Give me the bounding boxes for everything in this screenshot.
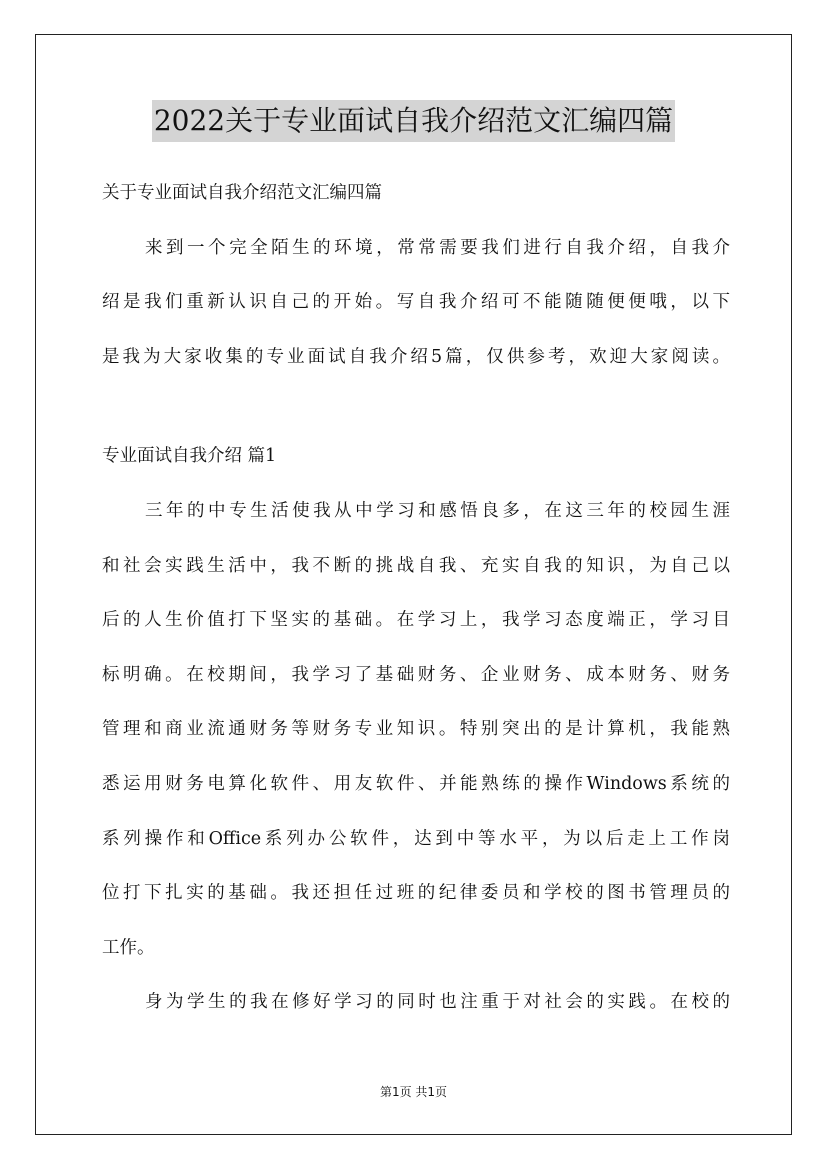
paragraph-line: 标明确。在校期间，我学习了基础财务、企业财务、成本财务、财务 <box>102 664 730 685</box>
section-gap <box>102 392 730 437</box>
intro-line: 是我为大家收集的专业面试自我介绍5篇，仅供参考，欢迎大家阅读。 <box>102 346 730 367</box>
paragraph-line: 管理和商业流通财务等财务专业知识。特别突出的是计算机，我能熟 <box>102 719 730 740</box>
paragraph-line: 工作。 <box>102 937 155 958</box>
paragraph-line: 身为学生的我在修好学习的同时也注重于对社会的实践。在校的 <box>145 992 730 1013</box>
title-container <box>0 100 827 142</box>
document-title: 2022关于专业面试自我介绍范文汇编四篇 <box>152 100 675 142</box>
intro-line: 来到一个完全陌生的环境，常常需要我们进行自我介绍，自我介 <box>145 237 730 258</box>
document-body <box>102 174 730 1038</box>
paragraph-line: 位打下扎实的基础。我还担任过班的纪律委员和学校的图书管理员的 <box>102 883 730 904</box>
paragraph-line: 悉运用财务电算化软件、用友软件、并能熟练的操作Windows系统的 <box>102 773 730 794</box>
page-footer <box>0 1083 827 1100</box>
section-heading: 专业面试自我介绍 篇1 <box>102 446 277 467</box>
paragraph-line: 和社会实践生活中，我不断的挑战自我、充实自我的知识，为自己以 <box>102 555 730 576</box>
paragraph-line: 后的人生价值打下坚实的基础。在学习上，我学习态度端正，学习目 <box>102 610 730 631</box>
paragraph-line: 系列操作和Office系列办公软件，达到中等水平，为以后走上工作岗 <box>102 828 730 849</box>
paragraph-line: 三年的中专生活使我从中学习和感悟良多，在这三年的校园生涯 <box>145 500 730 521</box>
page-number-label: 第1页 共1页 <box>379 1085 448 1099</box>
document-subtitle: 关于专业面试自我介绍范文汇编四篇 <box>102 183 382 203</box>
intro-line: 绍是我们重新认识自己的开始。写自我介绍可不能随随便便哦，以下 <box>102 292 730 313</box>
